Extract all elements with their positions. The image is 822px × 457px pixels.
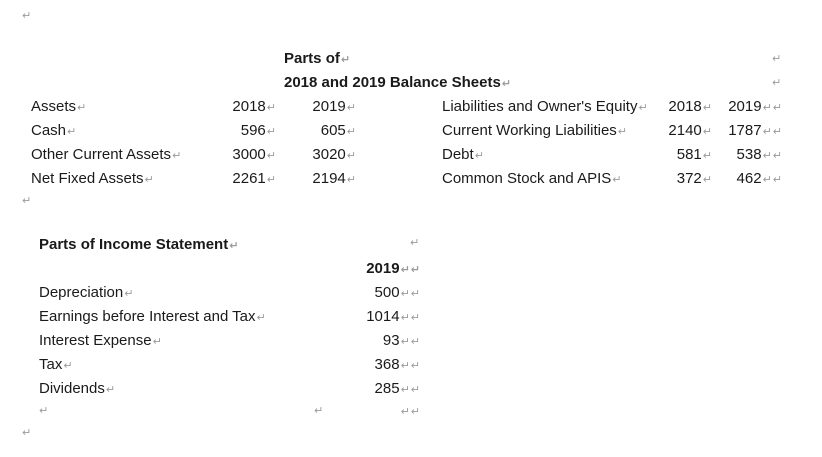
assets-row-2018: 3000↵ [232, 146, 276, 163]
assets-row-label: Other Current Assets↵ [31, 146, 182, 163]
assets-year-2018: 2018↵ [232, 98, 276, 115]
income-row-label: Interest Expense↵ [39, 332, 162, 349]
cell-mark: ↵ [410, 237, 420, 249]
liab-row-2019: 1787↵↵ [728, 122, 782, 139]
assets-row-2019: 3020↵ [312, 146, 356, 163]
income-year-header: 2019↵↵ [366, 260, 420, 277]
assets-row-2018: 596↵ [240, 122, 276, 139]
income-row-value: 93↵↵ [382, 332, 420, 349]
liab-row-2019: 462↵↵ [736, 170, 782, 187]
assets-row-2019: 605↵ [320, 122, 356, 139]
liab-year-2019: 2019↵↵ [728, 98, 782, 115]
cell-mark: ↵ [772, 77, 782, 89]
liab-row-label: Current Working Liabilities↵ [442, 122, 628, 139]
paragraph-mark: ↵ [22, 427, 32, 439]
row-end-marks: ↵↵ [400, 406, 420, 418]
income-row-label: Dividends↵ [39, 380, 116, 397]
cell-mark: ↵ [39, 405, 49, 417]
liab-row-2018: 581↵ [676, 146, 712, 163]
income-row-value: 1014↵↵ [366, 308, 420, 325]
income-row-value: 500↵↵ [374, 284, 420, 301]
cell-mark: ↵ [314, 405, 324, 417]
cell-mark: ↵ [772, 53, 782, 65]
income-row-label: Tax↵ [39, 356, 73, 373]
liab-row-2018: 372↵ [676, 170, 712, 187]
liab-row-label: Common Stock and APIS↵ [442, 170, 622, 187]
paragraph-mark: ↵ [22, 195, 32, 207]
income-title: Parts of Income Statement↵ [39, 236, 239, 253]
income-row-label: Earnings before Interest and Tax↵ [39, 308, 266, 325]
assets-row-label: Cash↵ [31, 122, 77, 139]
assets-row-2018: 2261↵ [232, 170, 276, 187]
assets-header: Assets↵ [31, 98, 87, 115]
assets-row-label: Net Fixed Assets↵ [31, 170, 154, 187]
liabilities-header: Liabilities and Owner's Equity↵ [442, 98, 648, 115]
liab-year-2018: 2018↵ [668, 98, 712, 115]
liab-row-2018: 2140↵ [668, 122, 712, 139]
assets-row-2019: 2194↵ [312, 170, 356, 187]
income-row-value: 368↵↵ [374, 356, 420, 373]
balance-title-line1: Parts of↵ [284, 50, 351, 67]
assets-year-2019: 2019↵ [312, 98, 356, 115]
paragraph-mark: ↵ [22, 10, 32, 22]
liab-row-2019: 538↵↵ [736, 146, 782, 163]
balance-title-line2: 2018 and 2019 Balance Sheets↵ [284, 74, 512, 91]
income-row-value: 285↵↵ [374, 380, 420, 397]
liab-row-label: Debt↵ [442, 146, 484, 163]
income-row-label: Depreciation↵ [39, 284, 134, 301]
